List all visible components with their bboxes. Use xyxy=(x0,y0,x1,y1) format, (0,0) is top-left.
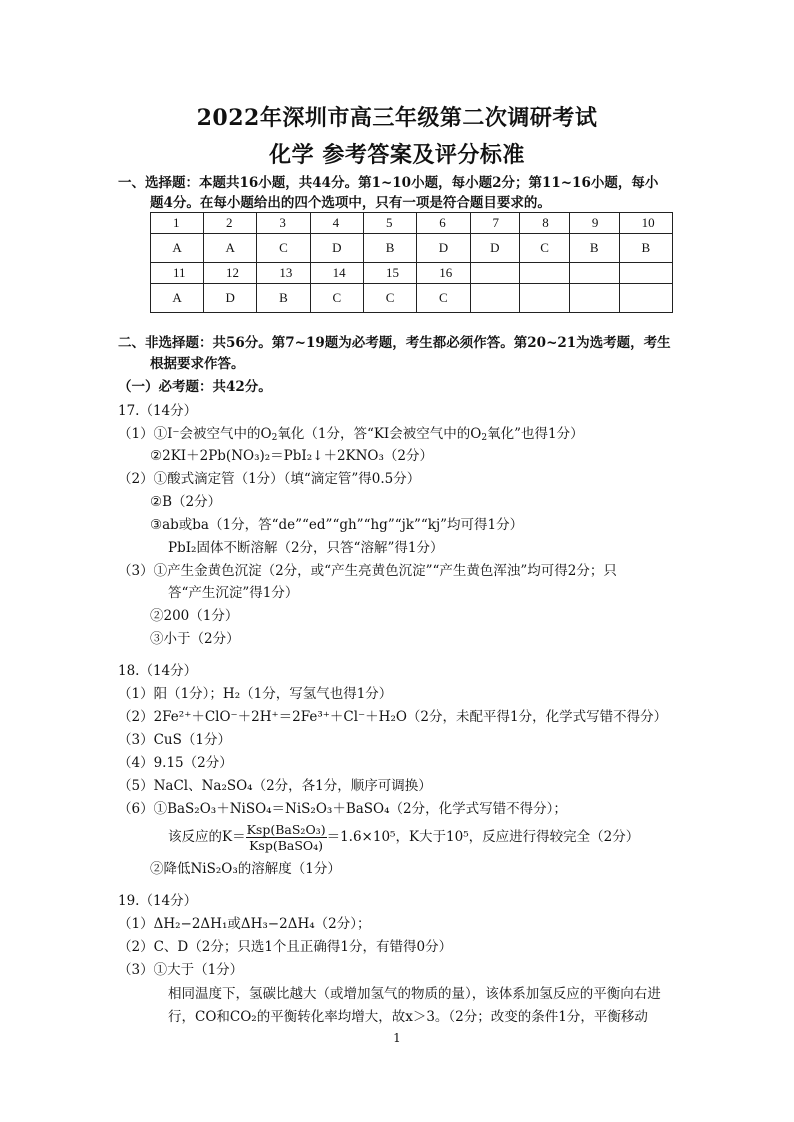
table-row xyxy=(151,263,673,284)
ksp-denominator: Ksp(BaSO₄) xyxy=(249,838,324,853)
table-cell: 8 xyxy=(520,213,570,234)
page-number: 1 xyxy=(393,1031,401,1045)
table-cell: C xyxy=(310,284,363,313)
table-cell: 16 xyxy=(417,263,470,284)
table-cell: 1 xyxy=(151,213,204,234)
q17-part2b: ②B（2分） xyxy=(150,494,222,510)
q19-part3a: （3）①大于（1分） xyxy=(118,962,244,978)
q17-part1a-text1: （1）①I⁻会被空气中的O xyxy=(118,426,272,442)
q18-part3: （3）CuS（1分） xyxy=(118,732,231,748)
table-cell: D xyxy=(417,234,470,263)
table-cell: 9 xyxy=(569,213,619,234)
q19-part3b: 相同温度下，氢碳比越大（或增加氢气的物质的量），该体系加氢反应的平衡向右进 xyxy=(168,986,661,1002)
subscript: 2 xyxy=(271,433,278,443)
q17-part3a: （3）①产生金黄色沉淀（2分，或“产生亮黄色沉淀”“产生黄色浑浊”均可得2分；只 xyxy=(118,563,617,579)
q18-k-suffix: ＝1.6×10⁵，K大于10⁵，反应进行得较完全（2分） xyxy=(326,829,640,845)
q17-part3b: 答“产生沉淀”得1分） xyxy=(168,585,299,601)
table-cell xyxy=(569,263,619,284)
table-cell xyxy=(470,263,520,284)
section1-line2: 题4分。在每小题给出的四个选项中，只有一项是符合题目要求的。 xyxy=(150,195,551,211)
table-row xyxy=(151,284,673,313)
table-cell xyxy=(520,263,570,284)
table-cell: D xyxy=(470,234,520,263)
table-cell: 10 xyxy=(619,213,672,234)
table-cell: D xyxy=(310,234,363,263)
table-cell: A xyxy=(204,234,257,263)
q18-part4: （4）9.15（2分） xyxy=(118,755,233,771)
table-cell: B xyxy=(257,284,310,313)
q17-part1a xyxy=(118,425,584,447)
q19-part3c: 行，CO和CO₂的平衡转化率均增大，故x＞3。（2分；改变的条件1分，平衡移动 xyxy=(168,1009,648,1025)
table-cell: B xyxy=(363,234,416,263)
q18-part5: （5）NaCl、Na₂SO₄（2分，各1分，顺序可调换） xyxy=(118,778,432,794)
section1-line1: 一、选择题：本题共16小题，共44分。第1~10小题，每小题2分；第11~16小题，每小 xyxy=(118,175,659,191)
q18-part6a: （6）①BaS₂O₃＋NiSO₄＝NiS₂O₃＋BaSO₄（2分，化学式写错不得分）； xyxy=(118,801,567,817)
answer-table xyxy=(150,212,673,313)
table-cell: C xyxy=(417,284,470,313)
table-cell xyxy=(569,284,619,313)
table-cell: 6 xyxy=(417,213,470,234)
section2-line2: 根据要求作答。 xyxy=(150,356,245,372)
table-cell: 7 xyxy=(470,213,520,234)
table-row xyxy=(151,213,673,234)
q19-heading: 19.（14分） xyxy=(118,893,198,909)
q17-part1a-text2: 氧化（1分，答“KI会被空气中的O xyxy=(277,426,482,442)
page-subtitle: 化学 参考答案及评分标准 xyxy=(269,142,525,168)
q17-heading: 17.（14分） xyxy=(118,403,198,419)
table-row xyxy=(151,234,673,263)
table-cell: 4 xyxy=(310,213,363,234)
table-cell xyxy=(470,284,520,313)
table-cell xyxy=(619,263,672,284)
q19-part2: （2）C、D（2分；只选1个且正确得1分，有错得0分） xyxy=(118,939,453,955)
table-cell xyxy=(520,284,570,313)
q19-part1: （1）ΔH₂−2ΔH₁或ΔH₃−2ΔH₄（2分）； xyxy=(118,916,371,932)
table-cell: A xyxy=(151,234,204,263)
table-cell: C xyxy=(257,234,310,263)
table-cell: 13 xyxy=(257,263,310,284)
q17-part1b: ②2KI＋2Pb(NO₃)₂＝PbI₂↓＋2KNO₃（2分） xyxy=(150,448,433,464)
table-cell: 15 xyxy=(363,263,416,284)
q17-part2a: （2）①酸式滴定管（1分）（填“滴定管”得0.5分） xyxy=(118,471,421,487)
table-cell xyxy=(619,284,672,313)
q18-k-prefix: 该反应的K＝ xyxy=(168,829,246,845)
subscript: 2 xyxy=(481,433,488,443)
q17-part3d: ③小于（2分） xyxy=(150,631,240,647)
table-cell: B xyxy=(619,234,672,263)
table-cell: 14 xyxy=(310,263,363,284)
page-title: 2022年深圳市高三年级第二次调研考试 xyxy=(196,105,598,131)
section2-line1: 二、非选择题：共56分。第7~19题为必考题，考生都必须作答。第20~21为选考题，考生 xyxy=(118,335,671,351)
table-cell: 2 xyxy=(204,213,257,234)
q18-part1: （1）阳（1分）；H₂（1分，写氢气也得1分） xyxy=(118,686,393,702)
ksp-fraction xyxy=(246,822,327,853)
q18-heading: 18.（14分） xyxy=(118,663,198,679)
q17-part3c: ②200（1分） xyxy=(150,608,239,624)
q18-part6c: ②降低NiS₂O₃的溶解度（1分） xyxy=(150,861,341,877)
q18-part2: （2）2Fe²⁺＋ClO⁻＋2H⁺＝2Fe³⁺＋Cl⁻＋H₂O（2分，未配平得1分，化学式写错不得分） xyxy=(118,709,668,725)
table-cell: B xyxy=(569,234,619,263)
table-cell: 5 xyxy=(363,213,416,234)
table-cell: 12 xyxy=(204,263,257,284)
table-cell: 3 xyxy=(257,213,310,234)
ksp-numerator: Ksp(BaS₂O₃) xyxy=(246,822,326,837)
q17-part1a-text3: 氧化”也得1分） xyxy=(487,426,584,442)
q18-part6b xyxy=(168,820,639,854)
q17-part2d: PbI₂固体不断溶解（2分，只答“溶解”得1分） xyxy=(168,540,444,556)
table-cell: A xyxy=(151,284,204,313)
section2-sub1: （一）必考题：共42分。 xyxy=(118,379,272,395)
table-cell: D xyxy=(204,284,257,313)
table-cell: 11 xyxy=(151,263,204,284)
table-cell: C xyxy=(520,234,570,263)
q17-part2c: ③ab或ba（1分，答“de”“ed”“gh”“hg”“jk”“kj”均可得1分） xyxy=(150,517,524,533)
table-cell: C xyxy=(363,284,416,313)
